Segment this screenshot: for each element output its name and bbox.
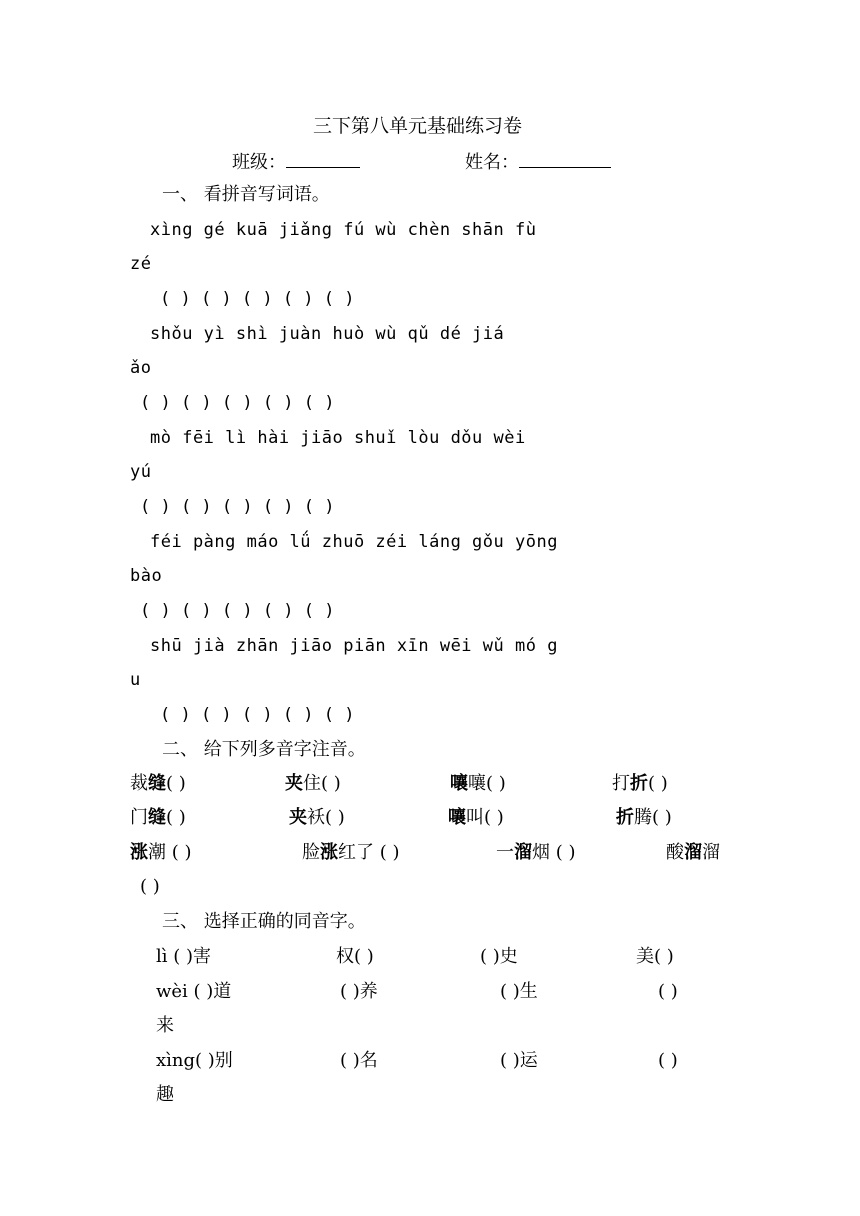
class-label: 班级： bbox=[232, 152, 286, 173]
polyphone-item[interactable]: 涨潮 ( ) bbox=[130, 842, 192, 863]
polyphone-item[interactable]: 夹住( ) bbox=[285, 773, 341, 794]
polyphone-item[interactable]: 打折( ) bbox=[612, 773, 668, 794]
class-field bbox=[232, 149, 360, 174]
pinyin-line: féi pàng máo lǘ zhuō zéi láng gǒu yōng bbox=[150, 532, 558, 552]
answer-parens[interactable]: ( ) ( ) ( ) ( ) ( ) bbox=[140, 497, 335, 517]
polyphone-item[interactable]: 脸涨红了 ( ) bbox=[302, 842, 400, 863]
polyphone-item: 酸溜溜 bbox=[666, 842, 720, 863]
homophone-item[interactable]: ( )生 bbox=[500, 981, 538, 1002]
polyphone-item[interactable]: 门缝( ) bbox=[130, 807, 186, 828]
polyphone-item[interactable]: 一溜烟 ( ) bbox=[496, 842, 576, 863]
answer-parens[interactable]: ( ) ( ) ( ) ( ) ( ) bbox=[140, 393, 335, 413]
answer-parens[interactable]: ( ) ( ) ( ) ( ) ( ) bbox=[140, 601, 335, 621]
section3-heading: 三、 选择正确的同音字。 bbox=[162, 911, 366, 932]
pinyin-wrap: bào bbox=[130, 566, 163, 586]
pinyin-line: xìng gé kuā jiǎng fú wù chèn shān fù bbox=[150, 220, 537, 240]
answer-parens[interactable]: ( ) ( ) ( ) ( ) ( ) bbox=[160, 289, 355, 309]
answer-parens[interactable]: ( ) ( ) ( ) ( ) ( ) bbox=[160, 705, 355, 725]
polyphone-wrap[interactable]: ( ) bbox=[140, 876, 160, 897]
pinyin-line: shū jià zhān jiāo piān xīn wēi wǔ mó g bbox=[150, 636, 558, 656]
homophone-item[interactable]: ( ) bbox=[658, 1050, 678, 1071]
name-field bbox=[465, 149, 611, 174]
homophone-item[interactable]: ( )运 bbox=[500, 1050, 538, 1071]
pinyin-wrap: u bbox=[130, 670, 141, 690]
polyphone-item[interactable]: 嚷嚷( ) bbox=[450, 773, 506, 794]
name-label: 姓名： bbox=[465, 152, 519, 173]
homophone-item[interactable]: 权( ) bbox=[336, 946, 374, 967]
homophone-item[interactable]: ( )名 bbox=[340, 1050, 378, 1071]
homophone-item[interactable]: xìng( )别 bbox=[156, 1050, 233, 1071]
homophone-item[interactable]: 美( ) bbox=[636, 946, 674, 967]
pinyin-wrap: zé bbox=[130, 254, 152, 274]
pinyin-line: mò fēi lì hài jiāo shuǐ lòu dǒu wèi bbox=[150, 428, 526, 448]
polyphone-item[interactable]: 裁缝( ) bbox=[130, 773, 186, 794]
homophone-item[interactable]: ( )养 bbox=[340, 981, 378, 1002]
section1-heading: 一、 看拼音写词语。 bbox=[162, 184, 330, 205]
homophone-item[interactable]: ( ) bbox=[658, 981, 678, 1002]
pinyin-wrap: yú bbox=[130, 462, 152, 482]
homophone-item[interactable]: ( )史 bbox=[480, 946, 518, 967]
polyphone-item[interactable]: 折腾( ) bbox=[616, 807, 672, 828]
homophone-item[interactable]: lì ( )害 bbox=[156, 946, 212, 967]
page-title: 三下第八单元基础练习卷 bbox=[313, 115, 523, 137]
homophone-wrap: 来 bbox=[156, 1015, 174, 1036]
section2-heading: 二、 给下列多音字注音。 bbox=[162, 739, 366, 760]
polyphone-item[interactable]: 夹袄( ) bbox=[289, 807, 345, 828]
pinyin-wrap: ǎo bbox=[130, 358, 152, 378]
homophone-item[interactable]: wèi ( )道 bbox=[156, 981, 232, 1002]
homophone-wrap: 趣 bbox=[156, 1084, 174, 1105]
name-blank[interactable] bbox=[519, 149, 611, 168]
polyphone-item[interactable]: 嚷叫( ) bbox=[448, 807, 504, 828]
class-blank[interactable] bbox=[286, 149, 360, 168]
pinyin-line: shǒu yì shì juàn huò wù qǔ dé jiá bbox=[150, 324, 505, 344]
